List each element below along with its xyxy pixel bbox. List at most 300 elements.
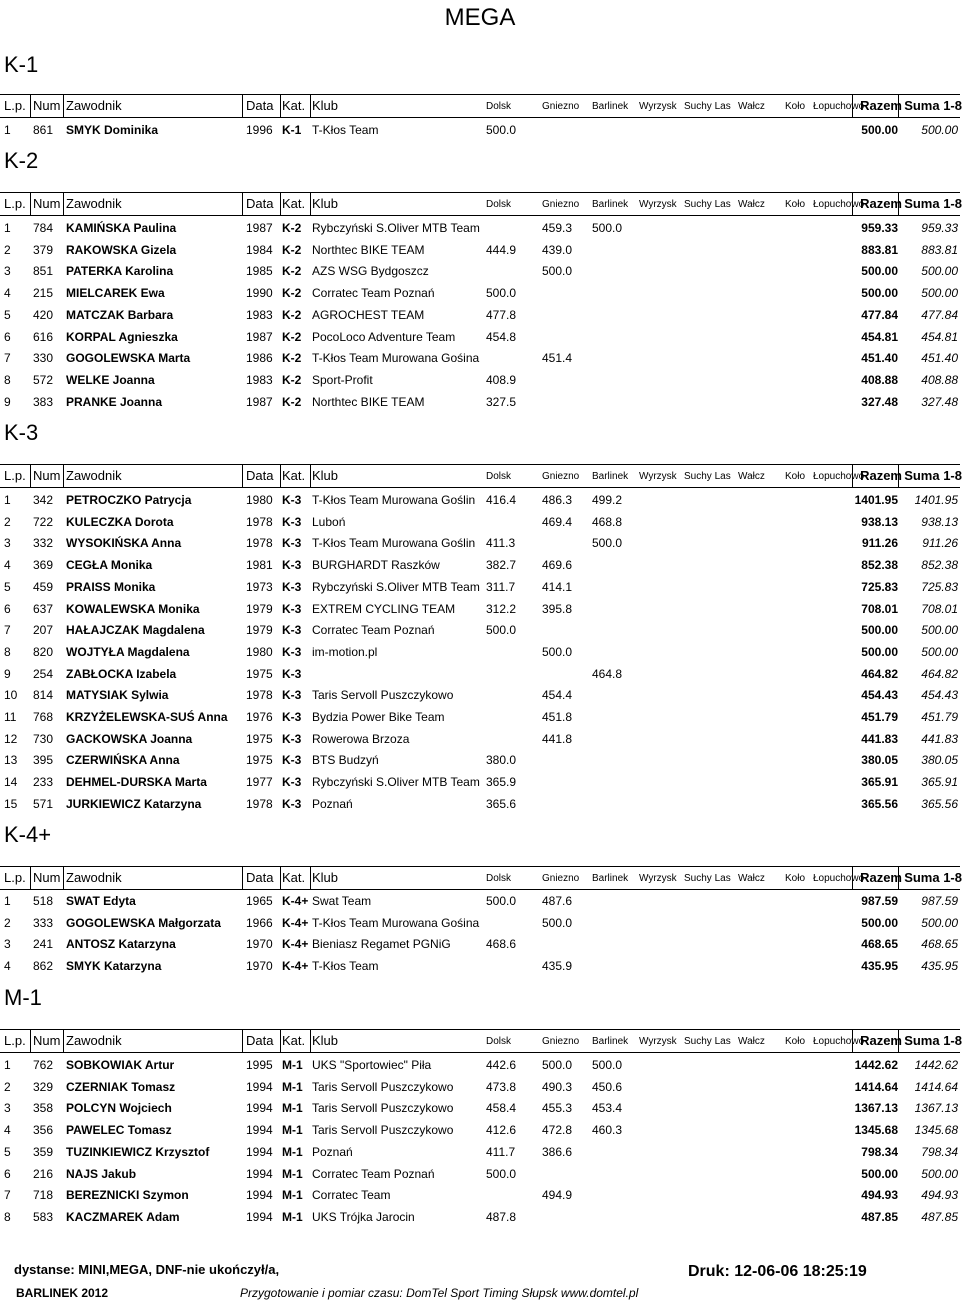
cell-num: 342	[33, 493, 54, 507]
table-row	[0, 958, 960, 976]
table-row	[0, 1122, 960, 1140]
cell-club: EXTREM CYCLING TEAM	[312, 602, 456, 616]
cell-name: HAŁAJCZAK Magdalena	[66, 623, 205, 637]
cell-name: KAMIŃSKA Paulina	[66, 221, 177, 235]
cell-club: UKS "Sportowiec" Piła	[312, 1058, 432, 1072]
table-row	[0, 307, 960, 325]
cell-num: 329	[33, 1080, 54, 1094]
cell-club: Poznań	[312, 797, 353, 811]
column-header-r4: Wyrzysk	[639, 101, 677, 112]
cell-razem: 987.59	[861, 894, 898, 908]
column-header-year: Data	[246, 870, 274, 885]
category-title: K-3	[4, 420, 39, 445]
cell-r2: 451.4	[542, 351, 573, 365]
cell-club: T-Kłos Team Murowana Goślin	[312, 536, 476, 550]
cell-num: 358	[33, 1101, 54, 1115]
cell-lp: 6	[4, 330, 11, 344]
cell-club: Sport-Profit	[312, 373, 373, 387]
column-header-lp: L.p.	[4, 196, 26, 211]
cell-year: 1994	[246, 1123, 273, 1137]
cell-razem: 1401.95	[854, 493, 898, 507]
column-header-r1: Dolsk	[486, 471, 512, 482]
cell-club: Corratec Team Poznań	[312, 286, 435, 300]
cell-razem: 938.13	[861, 515, 898, 529]
cell-r1: 365.9	[486, 775, 517, 789]
cell-year: 1986	[246, 351, 273, 365]
cell-year: 1983	[246, 373, 273, 387]
cell-kat: K-4+	[282, 894, 309, 908]
table-row	[0, 936, 960, 954]
cell-kat: K-4+	[282, 937, 309, 951]
cell-r2: 500.0	[542, 264, 573, 278]
cell-club: UKS Trójka Jarocin	[312, 1210, 415, 1224]
cell-lp: 13	[4, 753, 18, 767]
table-row	[0, 579, 960, 597]
cell-r2: 439.0	[542, 243, 573, 257]
cell-name: SWAT Edyta	[66, 894, 136, 908]
column-header-r7: Koło	[785, 873, 806, 884]
cell-suma: 494.93	[921, 1188, 958, 1202]
cell-suma: 464.82	[921, 667, 958, 681]
column-header-kat: Kat.	[282, 196, 306, 211]
cell-razem: 500.00	[861, 1167, 898, 1181]
cell-club: Rybczyński S.Oliver MTB Team	[312, 221, 480, 235]
cell-r1: 382.7	[486, 558, 517, 572]
cell-num: 861	[33, 123, 54, 137]
cell-r1: 444.9	[486, 243, 517, 257]
table-row	[0, 557, 960, 575]
cell-kat: K-2	[282, 395, 302, 409]
cell-lp: 6	[4, 602, 11, 616]
table-row	[0, 242, 960, 260]
table-row	[0, 731, 960, 749]
cell-kat: M-1	[282, 1123, 303, 1137]
column-header-r4: Wyrzysk	[639, 471, 677, 482]
cell-num: 359	[33, 1145, 54, 1159]
column-header-r8: Łopuchowo	[813, 873, 865, 884]
cell-razem: 365.91	[861, 775, 898, 789]
cell-kat: K-2	[282, 243, 302, 257]
cell-num: 333	[33, 916, 54, 930]
column-header-r2: Gniezno	[542, 1036, 580, 1047]
cell-name: ANTOSZ Katarzyna	[66, 937, 176, 951]
cell-kat: K-3	[282, 797, 302, 811]
cell-num: 820	[33, 645, 54, 659]
cell-suma: 408.88	[921, 373, 958, 387]
cell-r2: 451.8	[542, 710, 573, 724]
cell-suma: 911.26	[922, 536, 958, 550]
cell-r3: 460.3	[592, 1123, 623, 1137]
cell-club: Northtec BIKE TEAM	[312, 243, 425, 257]
cell-num: 420	[33, 308, 54, 322]
column-header-r4: Wyrzysk	[639, 199, 677, 210]
column-header-r6: Wałcz	[738, 873, 765, 884]
cell-name: GOGOLEWSKA Małgorzata	[66, 916, 221, 930]
cell-club: Rowerowa Brzoza	[312, 732, 410, 746]
cell-num: 572	[33, 373, 54, 387]
cell-r1: 327.5	[486, 395, 517, 409]
column-header-kat: Kat.	[282, 98, 306, 113]
cell-r2: 441.8	[542, 732, 573, 746]
cell-club: Luboń	[312, 515, 346, 529]
column-header-year: Data	[246, 196, 274, 211]
cell-num: 369	[33, 558, 54, 572]
column-header-r5: Suchy Las	[684, 1036, 731, 1047]
cell-year: 1978	[246, 797, 273, 811]
column-header-r3: Barlinek	[592, 199, 629, 210]
column-header-club: Klub	[312, 196, 339, 211]
cell-club: Taris Servoll Puszczykowo	[312, 688, 454, 702]
column-header-r3: Barlinek	[592, 101, 629, 112]
footer-place: BARLINEK 2012	[16, 1286, 109, 1300]
cell-name: PATERKA Karolina	[66, 264, 174, 278]
column-header-razem: Razem	[860, 468, 902, 483]
cell-num: 207	[33, 623, 54, 637]
cell-num: 459	[33, 580, 54, 594]
column-header-suma: Suma 1-8	[904, 196, 962, 211]
column-header-suma: Suma 1-8	[904, 98, 962, 113]
cell-kat: K-3	[282, 536, 302, 550]
cell-lp: 15	[4, 797, 18, 811]
column-header-r5: Suchy Las	[684, 199, 731, 210]
column-header-name: Zawodnik	[66, 196, 122, 211]
cell-kat: K-3	[282, 775, 302, 789]
cell-razem: 451.79	[861, 710, 898, 724]
column-header-lp: L.p.	[4, 468, 26, 483]
column-header-kat: Kat.	[282, 468, 306, 483]
cell-r1: 458.4	[486, 1101, 517, 1115]
cell-r1: 487.8	[486, 1210, 517, 1224]
cell-kat: K-2	[282, 221, 302, 235]
cell-club: T-Kłos Team	[312, 959, 379, 973]
cell-club: BURGHARDT Raszków	[312, 558, 440, 572]
table-row	[0, 1079, 960, 1097]
cell-year: 1994	[246, 1101, 273, 1115]
column-header-suma: Suma 1-8	[904, 468, 962, 483]
cell-suma: 798.34	[921, 1145, 958, 1159]
cell-num: 718	[33, 1188, 54, 1202]
cell-suma: 380.05	[921, 753, 958, 767]
cell-num: 862	[33, 959, 54, 973]
cell-name: PAWELEC Tomasz	[66, 1123, 172, 1137]
cell-num: 722	[33, 515, 54, 529]
cell-suma: 500.00	[921, 916, 958, 930]
column-header-r8: Łopuchowo	[813, 1036, 865, 1047]
column-header-r7: Koło	[785, 471, 806, 482]
cell-suma: 883.81	[921, 243, 958, 257]
cell-lp: 8	[4, 1210, 11, 1224]
cell-suma: 365.91	[921, 775, 958, 789]
table-row	[0, 263, 960, 281]
cell-suma: 468.65	[921, 937, 958, 951]
cell-kat: K-3	[282, 558, 302, 572]
table-row	[0, 687, 960, 705]
category-title: K-4+	[4, 822, 52, 847]
column-header-year: Data	[246, 468, 274, 483]
cell-club: Taris Servoll Puszczykowo	[312, 1123, 454, 1137]
column-header-year: Data	[246, 1033, 274, 1048]
footer-note: dystanse: MINI,MEGA, DNF-nie ukończył/a,	[14, 1262, 280, 1277]
column-header-r7: Koło	[785, 101, 806, 112]
cell-kat: K-2	[282, 373, 302, 387]
cell-r2: 472.8	[542, 1123, 573, 1137]
column-header-num: Num	[33, 98, 61, 113]
cell-r1: 411.7	[486, 1145, 516, 1159]
cell-r2: 435.9	[542, 959, 573, 973]
table-header	[0, 1029, 960, 1053]
cell-kat: M-1	[282, 1210, 303, 1224]
cell-name: CZERWIŃSKA Anna	[66, 753, 180, 767]
cell-r2: 454.4	[542, 688, 573, 702]
table-row	[0, 796, 960, 814]
column-header-lp: L.p.	[4, 98, 26, 113]
table-row	[0, 329, 960, 347]
cell-year: 1994	[246, 1210, 273, 1224]
cell-suma: 454.81	[921, 330, 958, 344]
cell-name: SMYK Dominika	[66, 123, 159, 137]
column-header-r7: Koło	[785, 199, 806, 210]
cell-r1: 412.6	[486, 1123, 517, 1137]
cell-kat: K-2	[282, 264, 302, 278]
column-header-name: Zawodnik	[66, 468, 122, 483]
table-row	[0, 492, 960, 510]
cell-year: 1995	[246, 1058, 273, 1072]
cell-year: 1983	[246, 308, 273, 322]
cell-r3: 500.0	[592, 536, 623, 550]
cell-kat: K-3	[282, 688, 302, 702]
cell-name: WYSOKIŃSKA Anna	[66, 536, 182, 550]
cell-year: 1984	[246, 243, 273, 257]
cell-suma: 500.00	[921, 623, 958, 637]
cell-lp: 1	[4, 1058, 11, 1072]
cell-club: T-Kłos Team Murowana Gośina	[312, 351, 480, 365]
cell-suma: 1414.64	[914, 1080, 958, 1094]
cell-kat: K-3	[282, 645, 302, 659]
cell-club: T-Kłos Team Murowana Goślin	[312, 493, 476, 507]
cell-club: T-Kłos Team Murowana Gośina	[312, 916, 480, 930]
cell-suma: 500.00	[921, 123, 958, 137]
cell-kat: K-3	[282, 667, 302, 681]
cell-name: ZABŁOCKA Izabela	[66, 667, 177, 681]
cell-lp: 4	[4, 1123, 11, 1137]
cell-suma: 327.48	[921, 395, 958, 409]
cell-club: Corratec Team Poznań	[312, 623, 435, 637]
cell-lp: 5	[4, 580, 11, 594]
cell-razem: 500.00	[861, 286, 898, 300]
cell-num: 583	[33, 1210, 54, 1224]
cell-name: GACKOWSKA Joanna	[66, 732, 193, 746]
cell-lp: 7	[4, 623, 11, 637]
cell-club: Bydzia Power Bike Team	[312, 710, 445, 724]
cell-razem: 725.83	[861, 580, 898, 594]
table-row	[0, 644, 960, 662]
column-header-suma: Suma 1-8	[904, 870, 962, 885]
cell-club: PocoLoco Adventure Team	[312, 330, 456, 344]
cell-lp: 3	[4, 1101, 11, 1115]
table-header	[0, 866, 960, 890]
cell-razem: 959.33	[861, 221, 898, 235]
cell-name: TUZINKIEWICZ Krzysztof	[66, 1145, 210, 1159]
cell-kat: M-1	[282, 1145, 303, 1159]
cell-num: 571	[33, 797, 54, 811]
cell-suma: 1442.62	[914, 1058, 958, 1072]
column-header-r6: Wałcz	[738, 101, 765, 112]
table-row	[0, 1187, 960, 1205]
column-header-year: Data	[246, 98, 274, 113]
cell-suma: 959.33	[921, 221, 958, 235]
column-header-r2: Gniezno	[542, 101, 580, 112]
cell-name: KACZMAREK Adam	[66, 1210, 180, 1224]
table-row	[0, 372, 960, 390]
cell-name: GOGOLEWSKA Marta	[66, 351, 191, 365]
cell-club: AZS WSG Bydgoszcz	[312, 264, 429, 278]
cell-r1: 500.0	[486, 1167, 517, 1181]
cell-lp: 7	[4, 351, 11, 365]
cell-num: 814	[33, 688, 54, 702]
cell-r1: 500.0	[486, 123, 517, 137]
cell-kat: K-3	[282, 732, 302, 746]
cell-lp: 2	[4, 515, 11, 529]
column-header-suma: Suma 1-8	[904, 1033, 962, 1048]
cell-r1: 477.8	[486, 308, 517, 322]
cell-r1: 500.0	[486, 623, 517, 637]
footer-timing: Przygotowanie i pomiar czasu: DomTel Sport Timing Słupsk www.domtel.pl	[240, 1286, 639, 1300]
cell-r2: 500.0	[542, 916, 573, 930]
cell-year: 1987	[246, 330, 273, 344]
cell-year: 1994	[246, 1145, 273, 1159]
cell-year: 1981	[246, 558, 273, 572]
cell-lp: 1	[4, 493, 11, 507]
cell-lp: 14	[4, 775, 18, 789]
cell-num: 851	[33, 264, 54, 278]
cell-num: 332	[33, 536, 54, 550]
cell-year: 1975	[246, 753, 273, 767]
cell-num: 254	[33, 667, 54, 681]
column-header-club: Klub	[312, 870, 339, 885]
cell-r1: 468.6	[486, 937, 517, 951]
cell-club: T-Kłos Team	[312, 123, 379, 137]
column-header-r6: Wałcz	[738, 1036, 765, 1047]
cell-year: 1965	[246, 894, 273, 908]
cell-club: Corratec Team	[312, 1188, 391, 1202]
cell-name: PETROCZKO Patrycja	[66, 493, 192, 507]
cell-suma: 487.85	[921, 1210, 958, 1224]
column-header-r1: Dolsk	[486, 1036, 512, 1047]
cell-kat: K-1	[282, 123, 302, 137]
column-header-r7: Koło	[785, 1036, 806, 1047]
cell-club: im-motion.pl	[312, 645, 378, 659]
cell-name: BEREZNICKI Szymon	[66, 1188, 189, 1202]
cell-num: 784	[33, 221, 54, 235]
cell-kat: M-1	[282, 1167, 303, 1181]
cell-lp: 2	[4, 243, 11, 257]
cell-kat: K-2	[282, 330, 302, 344]
cell-club: Rybczyński S.Oliver MTB Team	[312, 580, 480, 594]
column-header-kat: Kat.	[282, 1033, 306, 1048]
cell-name: MIELCAREK Ewa	[66, 286, 165, 300]
column-header-r3: Barlinek	[592, 1036, 629, 1047]
cell-name: SMYK Katarzyna	[66, 959, 162, 973]
table-row	[0, 622, 960, 640]
cell-year: 1978	[246, 688, 273, 702]
table-row	[0, 285, 960, 303]
cell-club: Taris Servoll Puszczykowo	[312, 1080, 454, 1094]
cell-r2: 455.3	[542, 1101, 573, 1115]
cell-razem: 911.26	[861, 536, 898, 550]
cell-kat: K-2	[282, 286, 302, 300]
cell-kat: M-1	[282, 1188, 303, 1202]
page-title: MEGA	[444, 4, 516, 31]
column-header-club: Klub	[312, 468, 339, 483]
cell-num: 637	[33, 602, 54, 616]
cell-year: 1966	[246, 916, 273, 930]
column-header-r5: Suchy Las	[684, 873, 731, 884]
cell-lp: 1	[4, 123, 11, 137]
cell-lp: 5	[4, 1145, 11, 1159]
column-header-r3: Barlinek	[592, 471, 629, 482]
column-header-razem: Razem	[860, 196, 902, 211]
cell-r2: 487.6	[542, 894, 573, 908]
cell-lp: 4	[4, 558, 11, 572]
cell-year: 1975	[246, 732, 273, 746]
table-row	[0, 752, 960, 770]
cell-lp: 12	[4, 732, 18, 746]
cell-r1: 411.3	[486, 536, 516, 550]
cell-r1: 365.6	[486, 797, 517, 811]
column-header-num: Num	[33, 870, 61, 885]
cell-r3: 468.8	[592, 515, 623, 529]
cell-lp: 8	[4, 373, 11, 387]
cell-suma: 1401.95	[914, 493, 958, 507]
cell-lp: 1	[4, 221, 11, 235]
table-row	[0, 514, 960, 532]
table-header	[0, 94, 960, 118]
cell-year: 1990	[246, 286, 273, 300]
cell-razem: 327.48	[861, 395, 898, 409]
cell-razem: 852.38	[861, 558, 898, 572]
column-header-lp: L.p.	[4, 870, 26, 885]
cell-lp: 3	[4, 264, 11, 278]
cell-kat: M-1	[282, 1101, 303, 1115]
cell-lp: 9	[4, 395, 11, 409]
cell-r3: 500.0	[592, 221, 623, 235]
cell-year: 1976	[246, 710, 273, 724]
cell-suma: 441.83	[921, 732, 958, 746]
table-row	[0, 220, 960, 238]
cell-suma: 365.56	[921, 797, 958, 811]
cell-razem: 477.84	[861, 308, 898, 322]
table-row	[0, 1057, 960, 1075]
cell-r2: 395.8	[542, 602, 573, 616]
cell-year: 1985	[246, 264, 273, 278]
cell-razem: 1345.68	[854, 1123, 898, 1137]
cell-year: 1979	[246, 602, 273, 616]
column-header-kat: Kat.	[282, 870, 306, 885]
cell-name: SOBKOWIAK Artur	[66, 1058, 175, 1072]
column-header-name: Zawodnik	[66, 1033, 122, 1048]
cell-suma: 451.79	[921, 710, 958, 724]
cell-year: 1987	[246, 395, 273, 409]
table-row	[0, 709, 960, 727]
column-header-r8: Łopuchowo	[813, 101, 865, 112]
column-header-r1: Dolsk	[486, 873, 512, 884]
column-header-razem: Razem	[860, 98, 902, 113]
column-header-num: Num	[33, 196, 61, 211]
cell-kat: K-3	[282, 623, 302, 637]
cell-r3: 500.0	[592, 1058, 623, 1072]
cell-kat: K-4+	[282, 916, 309, 930]
table-header	[0, 464, 960, 488]
